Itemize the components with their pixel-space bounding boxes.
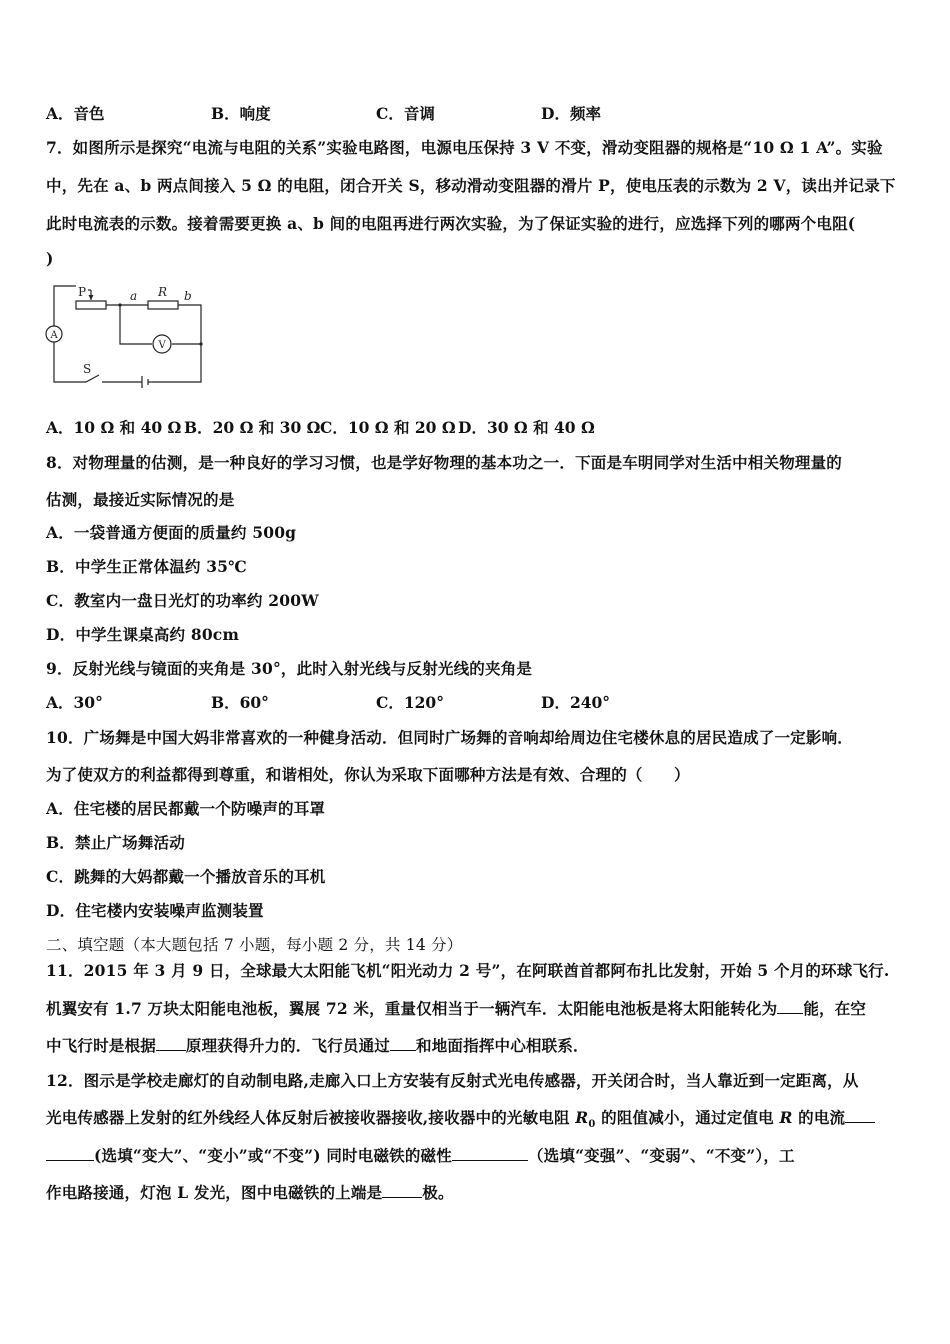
q8-option-c: C．教室内一盘日光灯的功率约 200W: [46, 591, 319, 610]
q7-stem-line-2: 中，先在 a、b 两点间接入 5 Ω 的电阻，闭合开关 S，移动滑动变阻器的滑片 P，使电压表的示数为 2 V，读出并记录下: [46, 176, 896, 195]
rheostat-resistor: [76, 301, 106, 309]
q12-line-4-text-a: 作电路接通，灯泡 L 发光，图中电磁铁的上端是: [46, 1183, 383, 1202]
label-a: a: [130, 289, 138, 303]
q7-option-a: A．10 Ω 和 40 Ω: [46, 418, 182, 437]
q11-line-3: [46, 1034, 589, 1056]
q9-stem: 9．反射光线与镜面的夹角是 30°，此时入射光线与反射光线的夹角是: [46, 659, 533, 678]
q10-stem-line-1: 10．广场舞是中国大妈非常喜欢的一种健身活动．但同时广场舞的音响却给周边住宅楼休息的居民造成了一定影响．: [46, 728, 853, 747]
q12-line-4: [46, 1181, 454, 1203]
q9-option-d: D．240°: [541, 693, 611, 712]
q9-option-c: C．120°: [376, 693, 444, 712]
q6-option-d: D．频率: [541, 104, 601, 123]
q12-line-3: [46, 1144, 795, 1166]
q8-option-a: A．一袋普通方便面的质量约 500g: [46, 523, 297, 542]
q12-blank-3[interactable]: [382, 1183, 422, 1198]
q11-line-2-text-a: 机翼安有 1.7 万块太阳能电池板，翼展 72 米，重量仅相当于一辆汽车．太阳能电池板是将太阳能转化为: [46, 999, 778, 1018]
q7-option-d: D．30 Ω 和 40 Ω: [458, 418, 595, 437]
q11-line-2-text-b: 能，在空: [803, 999, 867, 1018]
switch-blade: [86, 375, 99, 382]
q12-line-4-text-b: 极。: [422, 1183, 454, 1202]
q10-option-d: D．住宅楼内安装噪声监测装置: [46, 901, 264, 920]
q7-option-b: B．20 Ω 和 30 Ω: [184, 418, 321, 437]
q10-option-a: A．住宅楼的居民都戴一个防噪声的耳罩: [46, 799, 326, 818]
q9-option-b: B．60°: [211, 693, 269, 712]
q12-line-2: [46, 1106, 875, 1130]
q12-r-symbol: R: [779, 1108, 793, 1127]
q12-r0-symbol: R: [575, 1108, 589, 1127]
q12-r0-subscript: 0: [588, 1119, 596, 1131]
q10-option-c: C．跳舞的大妈都戴一个播放音乐的耳机: [46, 867, 326, 886]
resistor-r: [148, 301, 178, 309]
q8-option-b: B．中学生正常体温约 35℃: [46, 557, 247, 576]
q10-stem-line-2: 为了使双方的利益都得到尊重，和谐相处，你认为采取下面哪种方法是有效、合理的（ ）: [46, 765, 690, 784]
q10-option-b: B．禁止广场舞活动: [46, 833, 185, 852]
q6-option-c: C．音调: [376, 104, 435, 123]
q6-option-b: B．响度: [211, 104, 271, 123]
q8-stem-line-2: 估测，最接近实际情况的是: [46, 490, 235, 509]
q11-blank-2[interactable]: [156, 1036, 186, 1051]
label-b: b: [184, 289, 192, 303]
q7-stem-line-3: 此时电流表的示数。接着需要更换 a、b 间的电阻再进行两次实验，为了保证实验的进行，应选择下列的哪两个电阻(: [46, 214, 856, 233]
q12-blank-2[interactable]: [452, 1146, 528, 1161]
q11-line-3-text-a: 中飞行时是根据: [46, 1036, 156, 1055]
q11-blank-1[interactable]: [777, 999, 803, 1014]
circuit-diagram: [44, 276, 214, 388]
q12-line-2-text-a: 光电传感器上发射的红外线经人体反射后被接收器接收,接收器中的光敏电阻: [46, 1108, 576, 1127]
q12-line-2-text-b: 的阻值减小，通过定值电: [595, 1108, 780, 1127]
q12-blank-1a[interactable]: [845, 1108, 875, 1123]
section-2-heading: 二、填空题（本大题包括 7 小题，每小题 2 分，共 14 分）: [46, 936, 463, 954]
q11-line-1: 11．2015 年 3 月 9 日，全球最大太阳能飞机“阳光动力 2 号”，在阿联酋首都阿布扎比发射，开始 5 个月的环球飞行.: [46, 961, 890, 980]
label-s: S: [83, 362, 92, 376]
q7-stem-line-4: ): [46, 249, 54, 268]
q11-line-3-text-c: 和地面指挥中心相联系．: [416, 1036, 589, 1055]
q12-line-3-text-b: （选填“变强”、“变弱”、“不变”），工: [527, 1146, 795, 1165]
q12-blank-1b[interactable]: [46, 1146, 94, 1161]
q11-blank-3[interactable]: [390, 1036, 416, 1051]
q12-line-2-text-c: 的电流: [792, 1108, 846, 1127]
q7-option-c: C．10 Ω 和 20 Ω: [320, 418, 456, 437]
q8-option-d: D．中学生课桌高约 80cm: [46, 625, 240, 644]
q11-line-3-text-b: 原理获得升力的．飞行员通过: [185, 1036, 391, 1055]
voltmeter-label: V: [158, 340, 166, 351]
label-p: P: [78, 285, 87, 299]
q6-option-a: A．音色: [46, 104, 105, 123]
ammeter-label: A: [50, 330, 58, 341]
q11-line-2: [46, 997, 866, 1019]
q12-line-3-text-a: (选填“变大”、“变小”或“不变”) 同时电磁铁的磁性: [94, 1146, 452, 1165]
label-r: R: [158, 285, 168, 299]
q12-line-1: 12．图示是学校走廊灯的自动制电路,走廊入口上方安装有反射式光电传感器，开关闭合时，当人靠近到一定距离，从: [46, 1071, 859, 1090]
q8-stem-line-1: 8．对物理量的估测，是一种良好的学习习惯，也是学好物理的基本功之一．下面是车明同学对生活中相关物理量的: [46, 453, 842, 472]
q7-stem-line-1: 7．如图所示是探究“电流与电阻的关系”实验电路图，电源电压保持 3 V 不变，滑动变阻器的规格是“10 Ω 1 A”。实验: [46, 138, 883, 157]
q9-option-a: A．30°: [46, 693, 103, 712]
